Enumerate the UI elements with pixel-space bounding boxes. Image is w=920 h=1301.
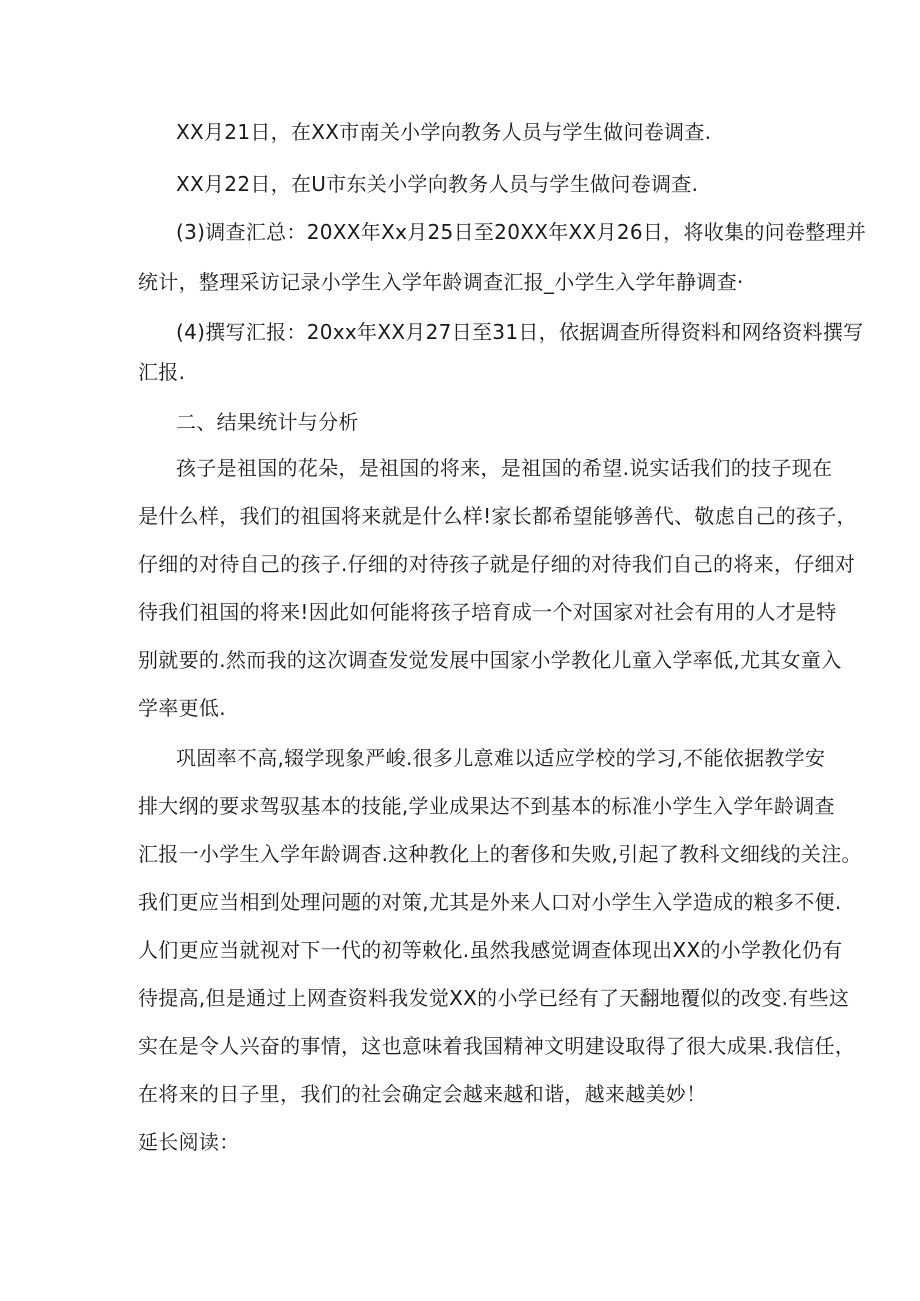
text-line: 统计，整理采访记录小学生入学年龄调查汇报_小学生入学年静调查·: [138, 270, 744, 294]
text-line: 我们更应当相到处理问题的对策,尤其是外来人口对小学生入学造成的粮多不便.: [138, 890, 842, 914]
text-line: 别就要的.然而我的这次调查发觉发展中国家小学教化儿童入学率低,尤其女童入: [138, 648, 842, 672]
text-line: 巩固率不高,辍学现象严峻.很多儿意难以适应学校的学习,不能依据教学安: [176, 746, 826, 770]
text-line: XX月22日，在U市东关小学向教务人员与学生做问卷调查.: [176, 172, 699, 196]
text-line: 人们更应当就视对下一代的初等敕化.虽然我感觉调查体现出XX的小学教化仍有: [138, 938, 843, 962]
text-line: 学率更低.: [138, 696, 226, 720]
text-line: XX月21日，在XX市南关小学向教务人员与学生做问卷调查.: [176, 120, 712, 144]
section-heading: 二、结果统计与分析: [176, 410, 359, 434]
text-line: (4)撰写汇报：20xx年XX月27日至31日，依据调查所得资料和网络资料撰写: [176, 320, 864, 344]
text-line: (3)调查汇总：20XX年Xx月25日至20XX年XX月26日，将收集的问卷整理并: [176, 220, 867, 244]
text-line: 仔细的对待自己的孩子.仔细的对待孩子就是仔细的对待我们自己的将来，仔细对: [138, 552, 856, 576]
text-line: 在将来的日子里，我们的社会确定会越来越和谐，越来越美妙！: [138, 1082, 707, 1106]
text-line: 待我们祖国的将来!因此如何能将孩子培育成一个对国家对社会有用的人才是特: [138, 600, 837, 624]
text-line: 排大纲的要求驾驭基本的技能,学业成果达不到基本的标准小学生入学年龄调查: [138, 794, 835, 818]
text-line: 是什么样，我们的祖国将来就是什么样!家长都希望能够善代、敬虑自己的孩子，: [138, 504, 857, 528]
text-line: 汇报一小学生入学年龄调杳.这种教化上的奢侈和失败,引起了教科文细线的关注。: [138, 842, 862, 866]
text-line: 汇报.: [138, 360, 186, 384]
text-line: 孩子是祖国的花朵，是祖国的将来，是祖国的希望.说实话我们的技子现在: [176, 456, 833, 480]
extended-reading-label: 延长阅读：: [138, 1130, 240, 1154]
text-line: 实在是令人兴奋的事情，这也意味着我国精神文明建设取得了很大成果.我信任，: [138, 1034, 856, 1058]
text-line: 待提高,但是通过上网查资料我发觉XX的小学已经有了天翻地覆似的改变.有些这: [138, 986, 850, 1010]
